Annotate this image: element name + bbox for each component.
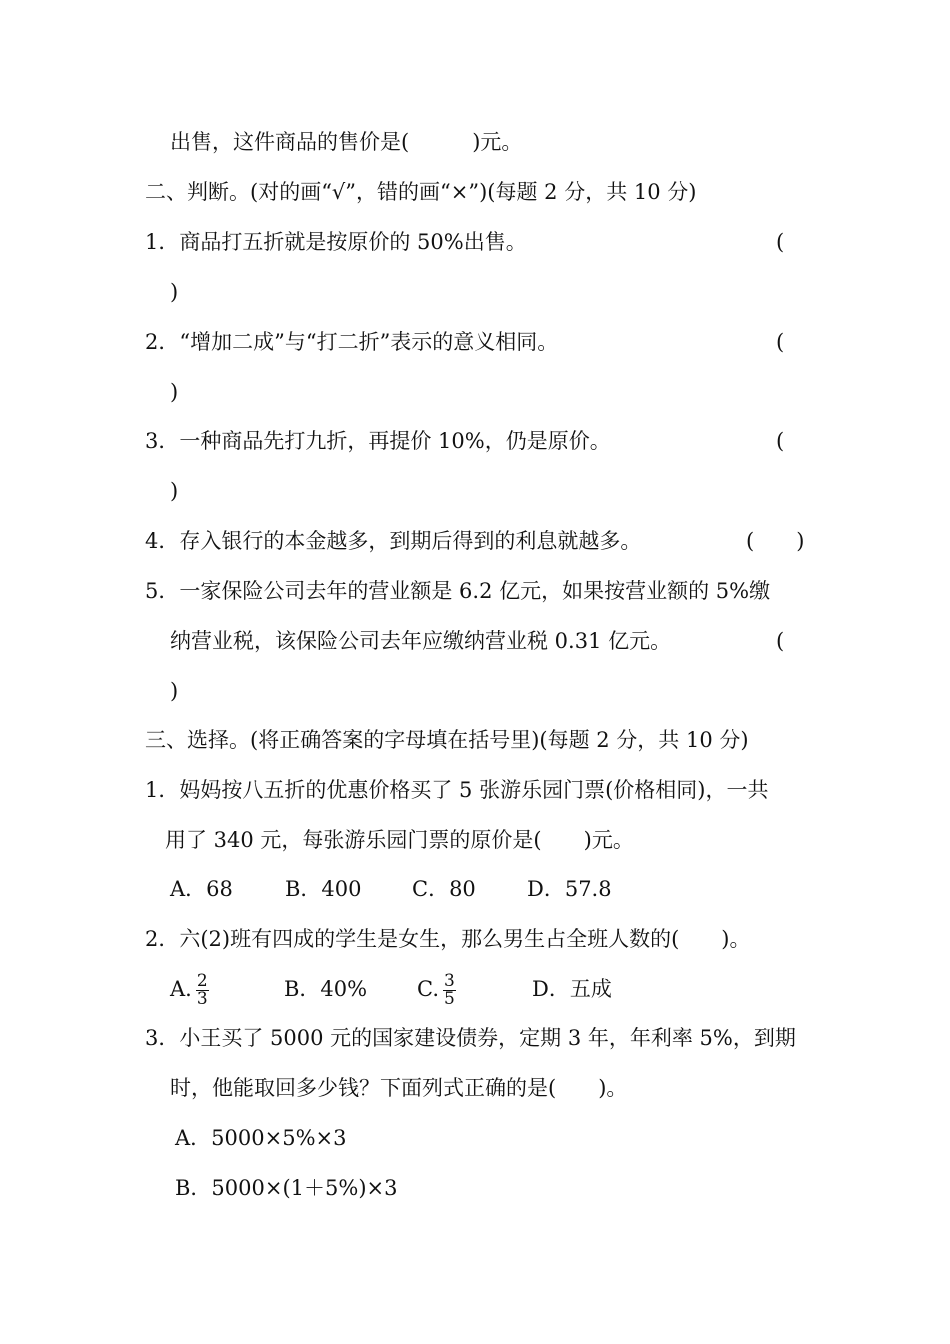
answer-paren-open: ( bbox=[776, 230, 785, 254]
answer-paren-open: ( bbox=[776, 330, 785, 354]
answer-paren-open: ( bbox=[776, 429, 785, 453]
choice-question-3-line-1: 3．小王买了 5000 元的国家建设债券，定期 3 年，年利率 5%，到期 bbox=[145, 1026, 796, 1050]
choice-2-options bbox=[170, 970, 612, 1008]
fraction: $\frac{3}{5}$ bbox=[444, 971, 455, 1009]
answer-paren-close: ) bbox=[170, 479, 179, 503]
option-a: A．5000×5%×3 bbox=[175, 1126, 347, 1150]
option-a: A. $\frac{2}{3}$ bbox=[170, 971, 208, 1009]
judge-question-2: 2．“增加二成”与“打二折”表示的意义相同。 bbox=[145, 330, 559, 354]
option-d: D．五成 bbox=[532, 977, 612, 1001]
option-d: D．57.8 bbox=[527, 877, 612, 901]
judge-question-5-line-2: 纳营业税，该保险公司去年应缴纳营业税 0.31 亿元。 bbox=[170, 629, 672, 653]
option-b: B．400 bbox=[285, 877, 362, 901]
answer-paren: ( ) bbox=[746, 529, 805, 553]
option-c: C．80 bbox=[412, 877, 476, 901]
fraction: $\frac{2}{3}$ bbox=[196, 971, 208, 1009]
choice-question-2: 2．六(2)班有四成的学生是女生，那么男生占全班人数的( )。 bbox=[145, 927, 751, 951]
judge-question-1: 1．商品打五折就是按原价的 50%出售。 bbox=[145, 230, 527, 254]
choice-question-3-line-2: 时，他能取回多少钱？下面列式正确的是( )。 bbox=[170, 1076, 628, 1100]
answer-paren-close: ) bbox=[170, 380, 179, 404]
choice-1-options bbox=[170, 874, 612, 904]
answer-paren-open: ( bbox=[776, 629, 785, 653]
option-a: A．68 bbox=[170, 877, 233, 901]
prev-question-tail: 出售，这件商品的售价是( )元。 bbox=[170, 130, 523, 154]
section-3-heading: 三、选择。(将正确答案的字母填在括号里)(每题 2 分，共 10 分) bbox=[145, 728, 749, 752]
judge-question-4: 4．存入银行的本金越多，到期后得到的利息就越多。 bbox=[145, 529, 642, 553]
judge-question-5-line-1: 5．一家保险公司去年的营业额是 6.2 亿元，如果按营业额的 5%缴 bbox=[145, 579, 771, 603]
choice-question-1-line-1: 1．妈妈按八五折的优惠价格买了 5 张游乐园门票(价格相同)，一共 bbox=[145, 778, 769, 802]
option-b: B．40% bbox=[284, 977, 368, 1001]
option-b: B．5000×(1＋5%)×3 bbox=[175, 1176, 398, 1200]
section-2-heading: 二、判断。(对的画“√”，错的画“×”)(每题 2 分，共 10 分) bbox=[145, 180, 697, 204]
answer-paren-close: ) bbox=[170, 679, 179, 703]
option-c: C. $\frac{3}{5}$ bbox=[417, 971, 455, 1009]
choice-question-1-line-2: 用了 340 元，每张游乐园门票的原价是( )元。 bbox=[165, 828, 634, 852]
judge-question-3: 3．一种商品先打九折，再提价 10%，仍是原价。 bbox=[145, 429, 611, 453]
answer-paren-close: ) bbox=[170, 280, 179, 304]
